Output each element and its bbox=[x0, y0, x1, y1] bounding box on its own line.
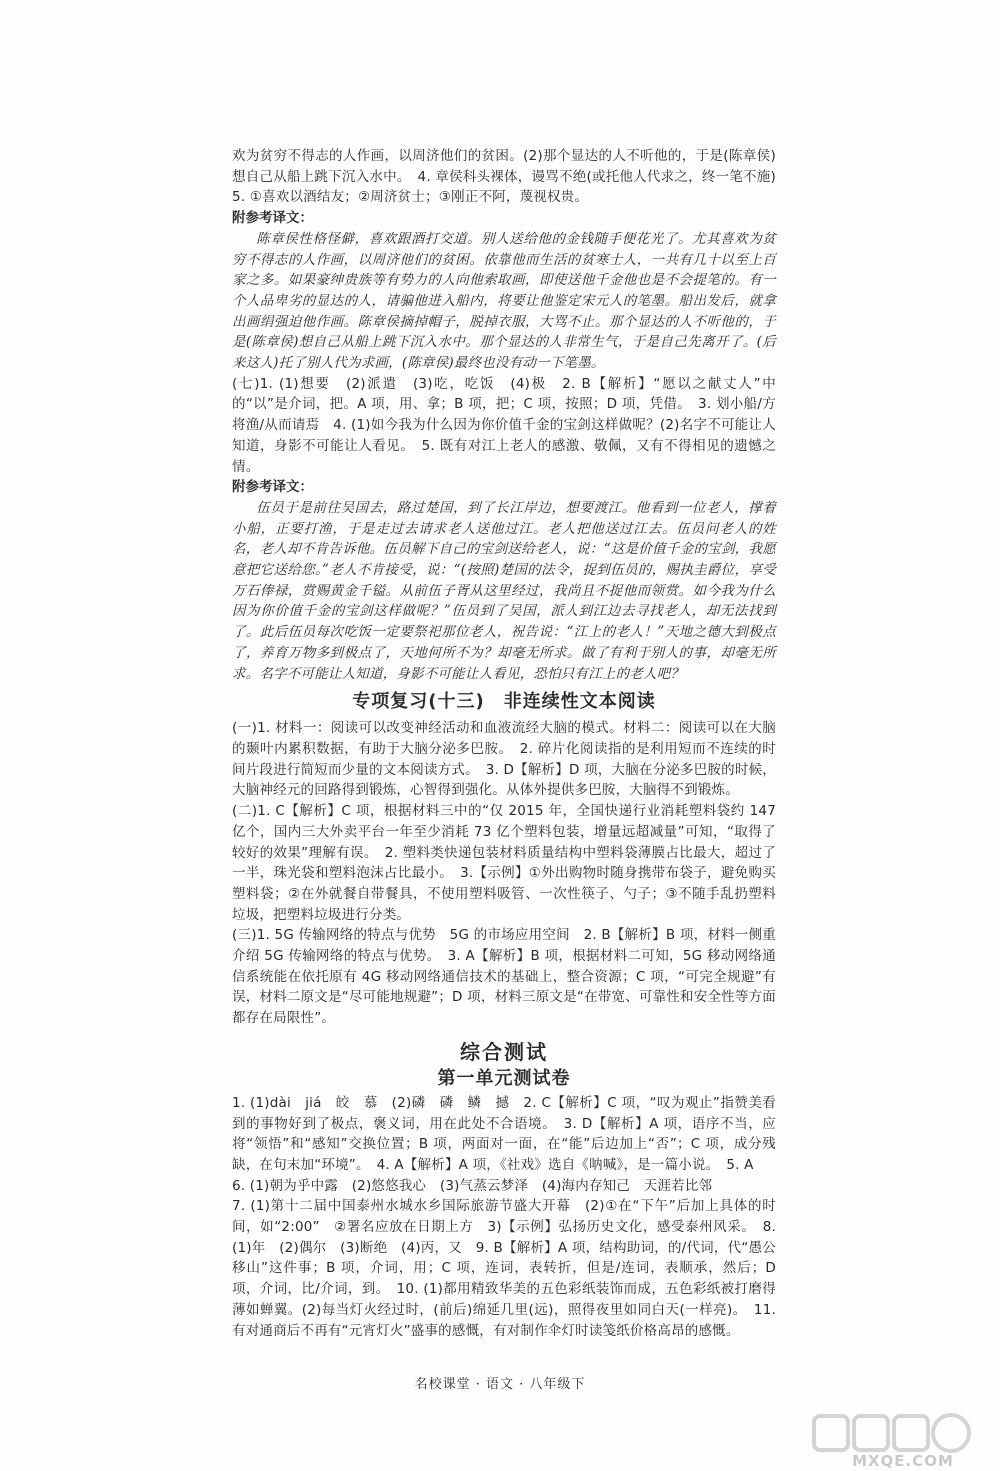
watermark-text: MXQE.COM bbox=[852, 1452, 954, 1470]
reference-translation-header: 附参考译文： bbox=[232, 210, 313, 227]
reference-translation-header-2: 附参考译文： bbox=[232, 479, 313, 496]
unit-1-test-title: 第一单元测试卷 bbox=[437, 1067, 571, 1089]
answer-block-7: (七)1. (1)想要 (2)派遣 (3)吃，吃饭 (4)极 2. B【解析】“愿以之献丈人”中的“以”是介词，把。A 项，用、拿；B 项，把；C 项，按照；D 项，凭借。 3. 划小船/方将渔/从而请焉 4. (1)如今我为什么因为你价值千金的宝剑这样做呢？(2)名字不可能让人知道，身影不可能让人看见。 5. 既有对江上老人的感激、敬佩，又有不得相见的遗憾之情。 bbox=[232, 375, 776, 475]
unit-1-answer-6: 6. (1)朝为乎中露 (2)悠悠我心 (3)气蒸云梦泽 (4)海内存知己 天涯若比邻 bbox=[232, 1177, 713, 1194]
reference-translation-text-2: 伍员于是前往吴国去，路过楚国，到了长江岸边，想要渡江。他看到一位老人，撑着小船，正要打渔，于是走过去请求老人送他过江。老人把他送过江去。伍员问老人的姓名，老人却不肯告诉他。伍员解下自己的宝剑送给老人，说：“这是价值千金的宝剑，我愿意把它送给您。”老人不肯接受，说：“(按照)楚国的法令，捉到伍员的，赐执圭爵位，享受万石俸禄，赏赐黄金千镒。从前伍子胥从这里经过，我尚且不捉他而领赏。如今我为什么因为你价值千金的宝剑这样做呢？”伍员到了吴国，派人到江边去寻找老人，却无法找到了。此后伍员每次吃饭一定要祭祀那位老人，祝告说：“江上的老人！”天地之德大到极点了，养育万物多到极点了，天地何所不为？却毫无所求。做了有利于别人的事，却毫无所求。名字不可能让人知道，身影不可能让人看见，恐怕只有江上的老人吧？ bbox=[232, 499, 776, 682]
answer-block-6-tail: 欢为贫穷不得志的人作画，以周济他们的贫困。(2)那个显达的人不听他的，于是(陈章侯)想自己从船上跳下沉入水中。 4. 章侯科头裸体，谩骂不绝(或托他人代求之，终一笔不施) 5. ①喜欢以酒结友；②周济贫士；③刚正不阿，蔑视权贵。 bbox=[232, 148, 790, 206]
content-column bbox=[232, 146, 790, 1341]
unit-1-answers-1-5: 1. (1)dài jiá 皎 慕 (2)磷 磷 鳞 撼 2. C【解析】C 项，“叹为观止”指赞美看到的事物好到了极点，褒义词，用在此处不合语境。 3. D【解析】A 项，语序不当，应将“领悟”和“感知”交换位置；B 项，两面对一面，在“能”后边加上“否”；C 项，成分残缺，在句末加“环境”。 4. A【解析】A 项，《社戏》选自《呐喊》，是一篇小说。 5. A bbox=[232, 1094, 776, 1173]
section-title-review-13: 专项复习(十三) 非连续性文本阅读 bbox=[352, 691, 656, 713]
reference-translation-text: 陈章侯性格怪僻，喜欢跟酒打交道。别人送给他的金钱随手便花光了。尤其喜欢为贫穷不得志的人作画，以周济他们的贫困。依靠他而生活的贫寒士人，一共有几十以至上百家之多。如果豪绅贵族等有势力的人向他索取画，即使送他千金他也是不会提笔的。有一个人品卑劣的显达的人，请骗他进入船内，将要让他鉴定宋元人的笔墨。船出发后，就拿出画绢强迫他作画。陈章侯摘掉帽子，脱掉衣服，大骂不止。那个显达的人不听他的，于是(陈章侯)想自己从船上跳下沉入水中。那个显达的人非常生气，于是自己先离开了。(后来这人)托了别人代为求画，(陈章侯)最终也没有动一下笔墨。 bbox=[232, 230, 776, 372]
section-13-part-2: (二)1. C【解析】C 项，根据材料三中的“仅 2015 年，全国快递行业消耗塑料袋约 147 亿个，国内三大外卖平台一年至少消耗 73 亿个塑料包装，增量远超减量”可知，“取得了较好的效果”理解有误。 2. 塑料类快递包装材料质量结构中塑料袋薄膜占比最大，超过了一半，珠光袋和塑料泡沫占比最小。 3.【示例】①外出购物时随身携带布袋子，避免购买塑料袋；②在外就餐自带餐具，不使用塑料吸管、一次性筷子、勺子；③不随手乱扔塑料垃圾，把塑料垃圾进行分类。 bbox=[232, 803, 776, 923]
section-13-part-1: (一)1. 材料一：阅读可以改变神经活动和血液流经大脑的模式。材料二：阅读可以在大脑的颞叶内累积数据，有助于大脑分泌多巴胺。 2. 碎片化阅读指的是利用短而不连续的时间片段进行简短而少量的文本阅读方式。 3. D【解析】D 项，大脑在分泌多巴胺的时候，大脑神经元的回路得到锻炼，心智得到强化。从体外提供多巴胺，大脑得不到锻炼。 bbox=[232, 720, 776, 799]
comprehensive-test-title: 综合测试 bbox=[460, 1039, 548, 1064]
unit-1-answers-7-11: 7. (1)第十二届中国泰州水城水乡国际旅游节盛大开幕 (2)①在“下午”后加上具体的时间，如“2:00” ②署名应放在日期上方 3)【示例】弘扬历史文化，感受泰州风采。 8. (1)年 (2)偶尔 (3)断绝 (4)丙，又 9. B【解析】A 项，结构助词，的/代词，代“愚公移山”这件事；B 项，介词，用；C 项，连词，表转折，但是/连词，表顺承，然后；D 项，介词，比/介词，到。 10. (1)都用精致华美的五色彩纸装饰而成，五色彩纸被打磨得薄如蝉翼。(2)每当灯火经过时，(前后)绵延几里(远)，照得夜里如同白天(一样亮)。 11. 有对通商后不再有“元宵灯火”盛事的感慨，有对制作伞灯时读笺纸价格高昂的感慨。 bbox=[232, 1198, 776, 1339]
section-13-part-3: (三)1. 5G 传输网络的特点与优势 5G 的市场应用空间 2. B【解析】B 项，材料一侧重介绍 5G 传输网络的特点与优势。 3. A【解析】B 项，根据材料二可知，5G 移动网络通信系统能在依托原有 4G 移动网络通信技术的基础上，整合资源；C 项，“可完全规避”有误，材料二原文是“尽可能地规避”；D 项，材料三原文是“在带宽、可靠性和安全性等方面都存在局限性”。 bbox=[232, 927, 776, 1027]
page-footer: 名校课堂 · 语文 · 八年级下 bbox=[414, 1377, 586, 1392]
